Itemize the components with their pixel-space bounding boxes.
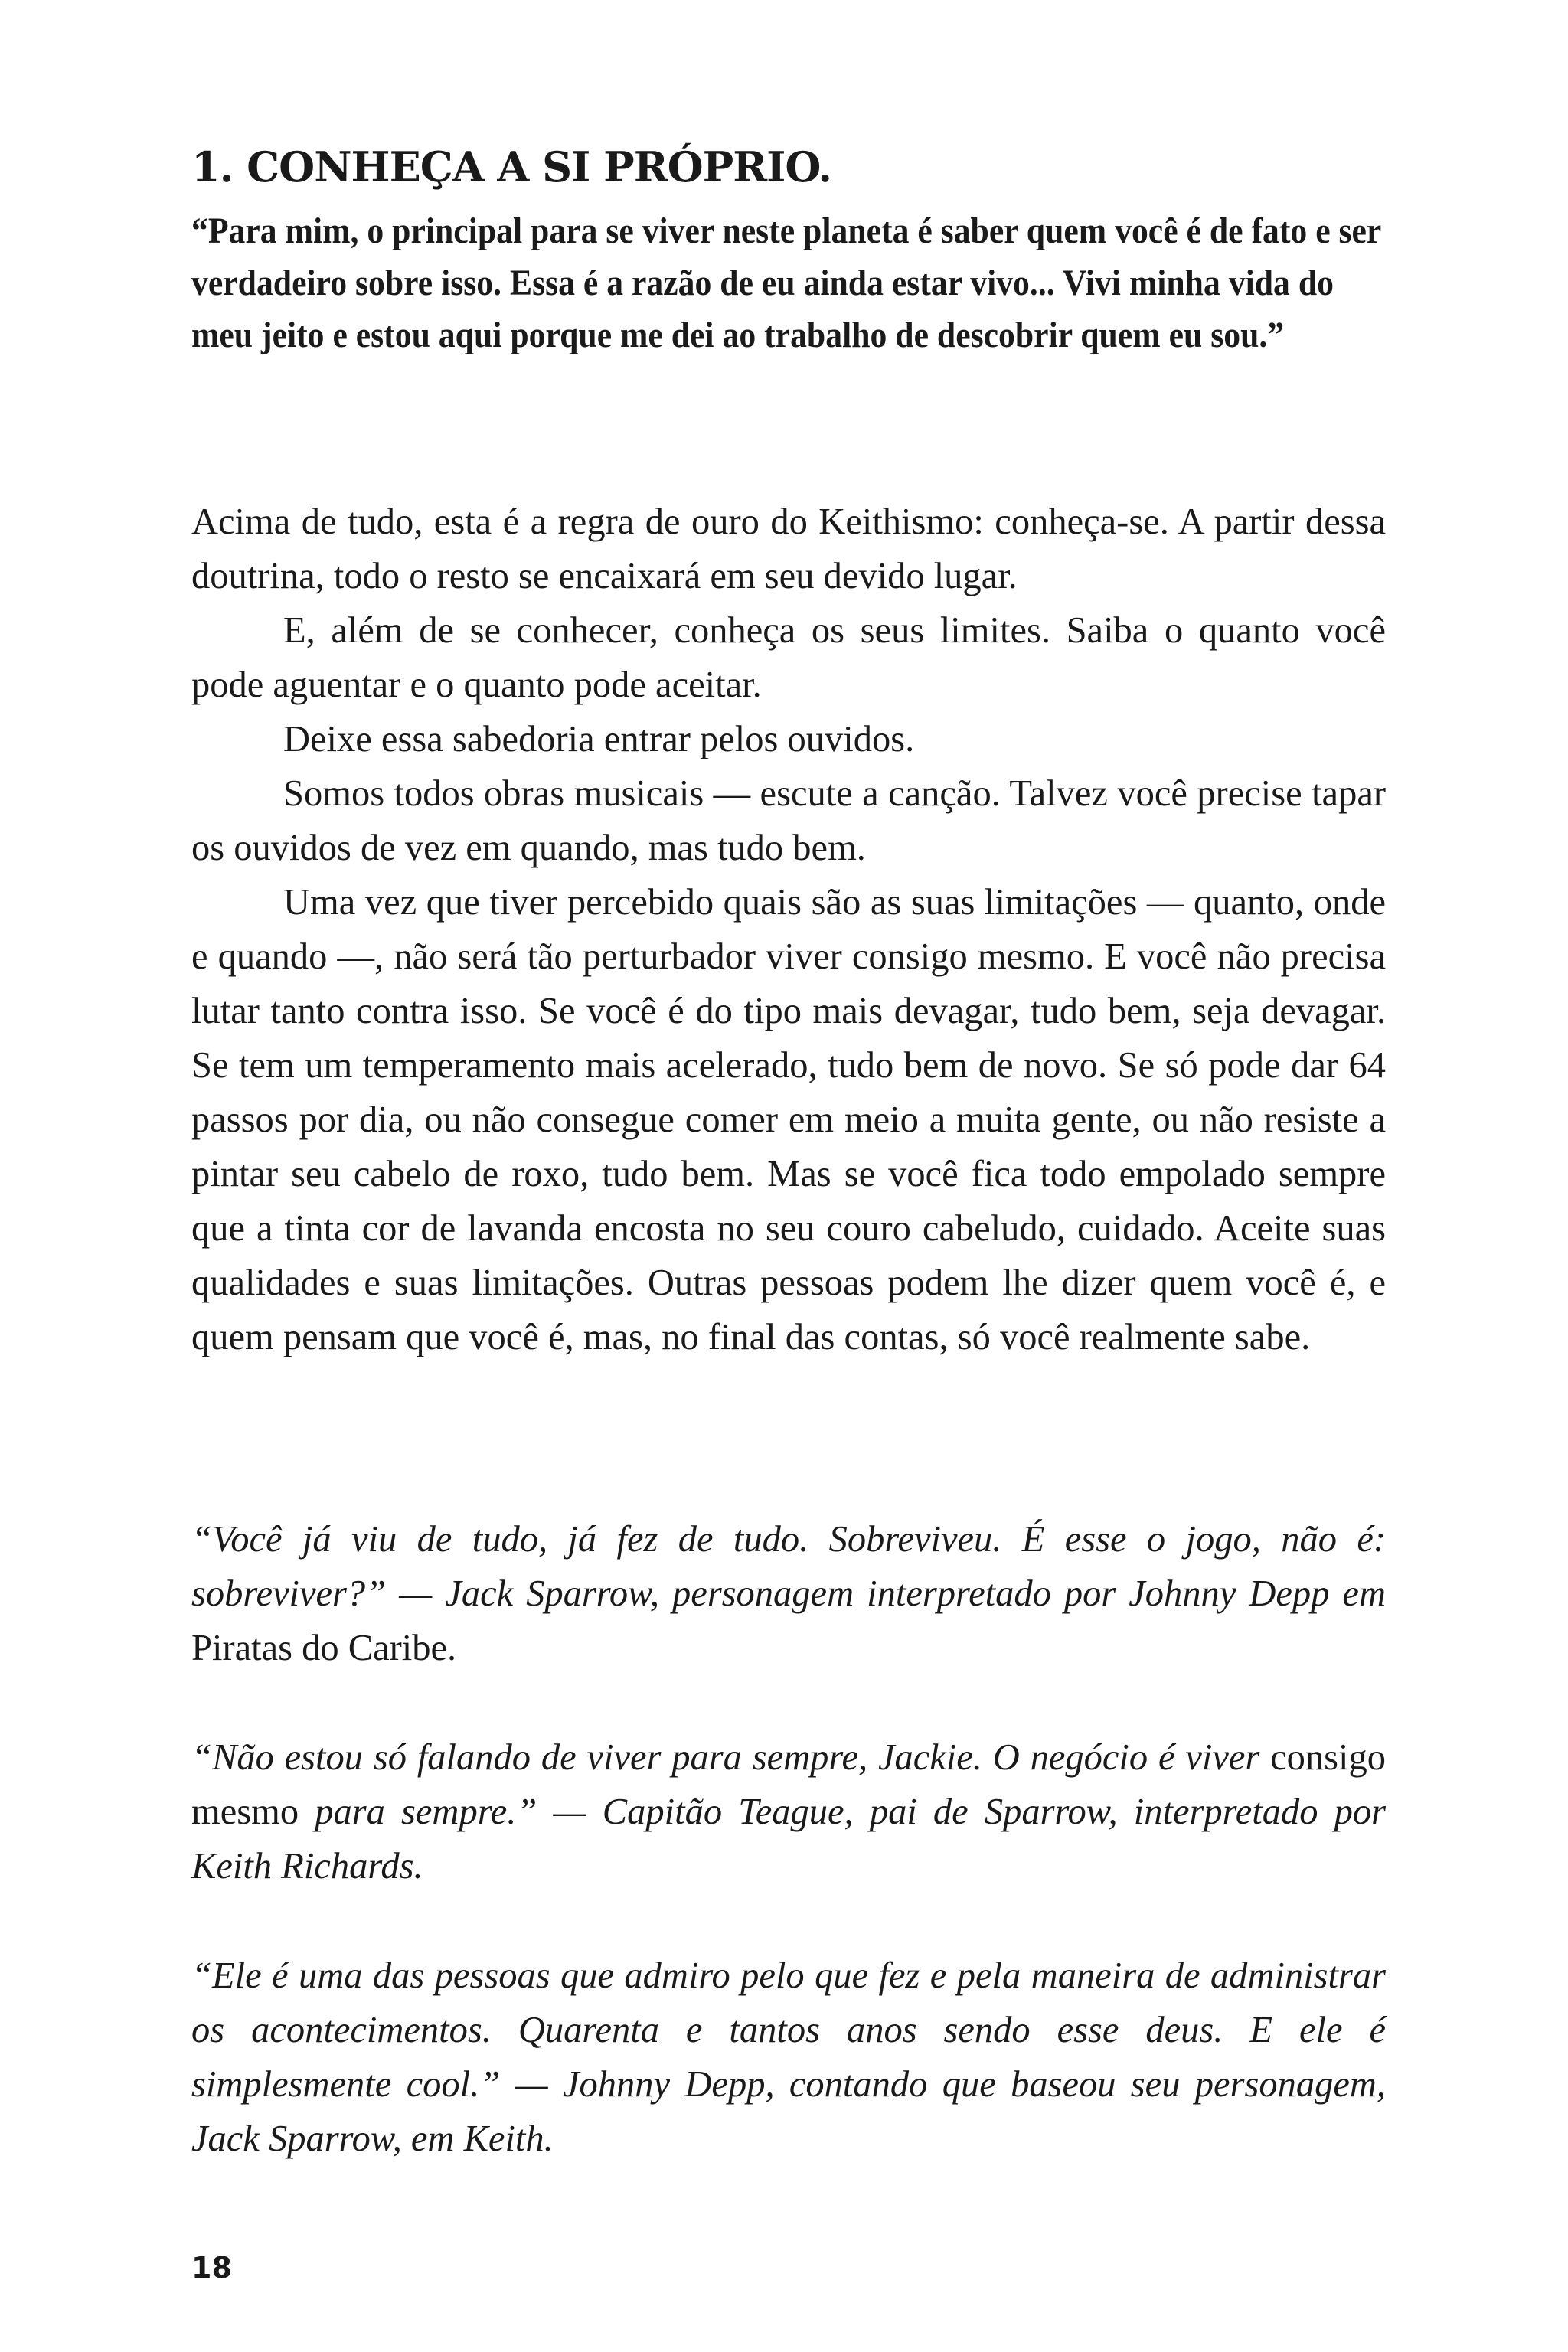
quote-1-title: Piratas do Caribe. [191, 1628, 457, 1668]
paragraph-3: Deixe essa sabedoria entrar pelos ouvidos. [283, 719, 915, 760]
quote-1-italic: “Você já viu de tudo, já fez de tudo. Sobreviveu. É esse o jogo, não é: sobreviver?” — Jack Sparrow, personagem interpretado por Johnny Depp em [191, 1519, 1386, 1614]
page-number: 18 [191, 2251, 232, 2285]
body-text [191, 495, 1386, 1364]
paragraph-5: Uma vez que tiver percebido quais são as suas limitações — quanto, onde e quando —, não será tão perturbador viver consigo mesmo. E você não precisa lutar tanto contra isso. Se você é do tipo mais devagar, tudo bem, seja devagar. Se tem um temperamento mais acelerado, tudo bem de novo. Se só pode dar 64 passos por dia, ou não consegue comer em meio a muita gente, ou não resiste a pintar seu cabelo de roxo, tudo bem. Mas se você fica todo empolado sempre que a tinta cor de lavanda encosta no seu couro cabeludo, cuidado. Aceite suas qualidades e suas limitações. Outras pessoas podem lhe dizer quem você é, e quem pensam que você é, mas, no final das contas, só você realmente sabe. [191, 882, 1386, 1357]
paragraph-2: E, além de se conhecer, conheça os seus limites. Saiba o quanto você pode aguentar e o quanto pode aceitar. [191, 610, 1386, 705]
paragraph-4: Somos todos obras musicais — escute a canção. Talvez você precise tapar os ouvidos de vez em quando, mas tudo bem. [191, 773, 1386, 868]
section-heading: 1. CONHEÇA A SI PRÓPRIO. [191, 142, 832, 191]
opening-quote: “Para mim, o principal para se viver neste planeta é saber quem você é de fato e ser verdadeiro sobre isso. Essa é a razão de eu ainda estar vivo... Vivi minha vida do meu jeito e estou aqui porque me dei ao trabalho de descobrir quem eu sou.” [191, 211, 1381, 355]
quote-johnny-depp [191, 1949, 1386, 2166]
quote-jack-sparrow [191, 1512, 1386, 1675]
quote-2-roman: consigo mesmo [191, 1737, 1386, 1832]
quote-capitao-teague [191, 1730, 1386, 1893]
quote-3-italic: “Ele é uma das pessoas que admiro pelo que fez e pela maneira de administrar os acontecimentos. Quarenta e tantos anos sendo esse deus. E ele é simplesmente cool.” — Johnny Depp, contando que baseou seu personagem, Jack Sparrow, em Keith. [191, 1955, 1386, 2159]
quote-2-italic-b: para sempre.” — Capitão Teague, pai de Sparrow, interpretado por Keith Richards. [191, 1792, 1386, 1886]
paragraph-1: Acima de tudo, esta é a regra de ouro do Keithismo: conheça-se. A partir dessa doutrina, todo o resto se encaixará em seu devido lugar. [191, 501, 1386, 596]
quote-2-italic-a: “Não estou só falando de viver para sempre, Jackie. O negócio é viver [191, 1737, 1260, 1778]
